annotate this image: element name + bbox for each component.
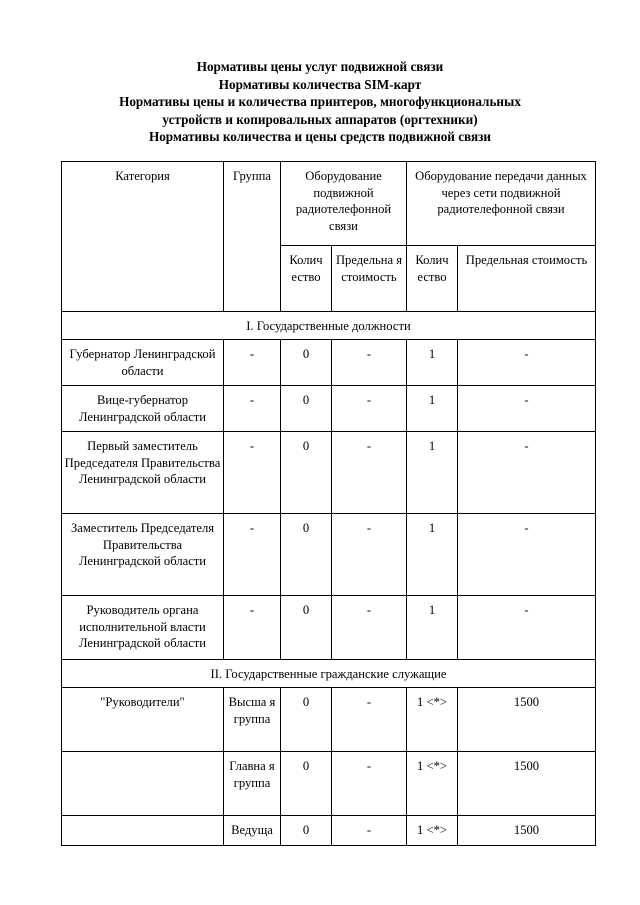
header-cost-data: Предельная стоимость — [458, 246, 596, 312]
cell-group: - — [224, 514, 281, 596]
cell-category: Заместитель Председателя Правительства Ленинградской области — [62, 514, 224, 596]
cell-category: Руководитель органа исполнительной власти Ленинградской области — [62, 596, 224, 660]
cell-cost-radio: - — [332, 514, 407, 596]
cell-cost-data: - — [458, 432, 596, 514]
cell-category: Вице-губернатор Ленинградской области — [62, 386, 224, 432]
header-qty-data: Колич ество — [407, 246, 458, 312]
cell-qty-data: 1 — [407, 432, 458, 514]
cell-category: Первый заместитель Председателя Правительства Ленинградской области — [62, 432, 224, 514]
title-line-2: Нормативы количества SIM-карт — [218, 76, 422, 92]
table-row — [62, 432, 596, 514]
cell-group: Высша я группа — [224, 688, 281, 752]
cell-qty-data: 1 — [407, 596, 458, 660]
section-header — [62, 312, 596, 340]
cell-cost-data: - — [458, 596, 596, 660]
table-row — [62, 386, 596, 432]
cell-group: Главна я группа — [224, 752, 281, 816]
header-group: Группа — [224, 162, 281, 312]
cell-qty-data: 1 <*> — [407, 752, 458, 816]
cell-cost-radio: - — [332, 596, 407, 660]
title-line-4: устройств и копировальных аппаратов (оргтехники) — [162, 111, 478, 127]
cell-qty-radio: 0 — [281, 688, 332, 752]
cell-category: "Руководители" — [62, 688, 224, 752]
section-title: II. Государственные гражданские служащие — [62, 660, 596, 688]
cell-category — [62, 752, 224, 816]
section-header — [62, 660, 596, 688]
title-line-5: Нормативы количества и цены средств подвижной связи — [148, 129, 492, 144]
cell-group: Ведуща — [224, 816, 281, 846]
table-row — [62, 340, 596, 386]
cell-qty-data: 1 <*> — [407, 688, 458, 752]
cell-group: - — [224, 432, 281, 514]
cell-qty-radio: 0 — [281, 752, 332, 816]
cell-cost-data: - — [458, 386, 596, 432]
cell-cost-data: 1500 — [458, 816, 596, 846]
header-equipment-data: Оборудование передачи данных через сети подвижной радиотелефонной связи — [407, 162, 596, 246]
cell-category — [62, 816, 224, 846]
table-row — [62, 816, 596, 846]
cell-group: - — [224, 596, 281, 660]
cell-qty-radio: 0 — [281, 596, 332, 660]
cell-qty-data: 1 <*> — [407, 816, 458, 846]
cell-cost-radio: - — [332, 816, 407, 846]
document-titles — [0, 58, 640, 146]
cell-cost-data: - — [458, 514, 596, 596]
cell-cost-radio: - — [332, 688, 407, 752]
table-row — [62, 514, 596, 596]
header-equipment-radio: Оборудование подвижной радиотелефонной связи — [281, 162, 407, 246]
cell-qty-radio: 0 — [281, 386, 332, 432]
cell-cost-radio: - — [332, 386, 407, 432]
cell-cost-radio: - — [332, 752, 407, 816]
cell-qty-data: 1 — [407, 340, 458, 386]
table-row — [62, 752, 596, 816]
table-row — [62, 688, 596, 752]
cell-qty-data: 1 — [407, 386, 458, 432]
cell-cost-data: - — [458, 340, 596, 386]
cell-qty-data: 1 — [407, 514, 458, 596]
cell-cost-radio: - — [332, 340, 407, 386]
table-row — [62, 596, 596, 660]
header-cost-radio: Предельна я стоимость — [332, 246, 407, 312]
cell-qty-radio: 0 — [281, 432, 332, 514]
section-title: I. Государственные должности — [62, 312, 596, 340]
cell-cost-data: 1500 — [458, 688, 596, 752]
header-qty-radio: Колич ество — [281, 246, 332, 312]
cell-group: - — [224, 386, 281, 432]
cell-category: Губернатор Ленинградской области — [62, 340, 224, 386]
title-line-1: Нормативы цены услуг подвижной связи — [196, 59, 444, 74]
cell-cost-radio: - — [332, 432, 407, 514]
cell-group: - — [224, 340, 281, 386]
cell-qty-radio: 0 — [281, 340, 332, 386]
title-line-3: Нормативы цены и количества принтеров, многофункциональных — [119, 94, 521, 109]
norms-table — [61, 161, 596, 846]
header-category: Категория — [62, 162, 224, 312]
header-row — [62, 162, 596, 246]
cell-cost-data: 1500 — [458, 752, 596, 816]
cell-qty-radio: 0 — [281, 514, 332, 596]
cell-qty-radio: 0 — [281, 816, 332, 846]
